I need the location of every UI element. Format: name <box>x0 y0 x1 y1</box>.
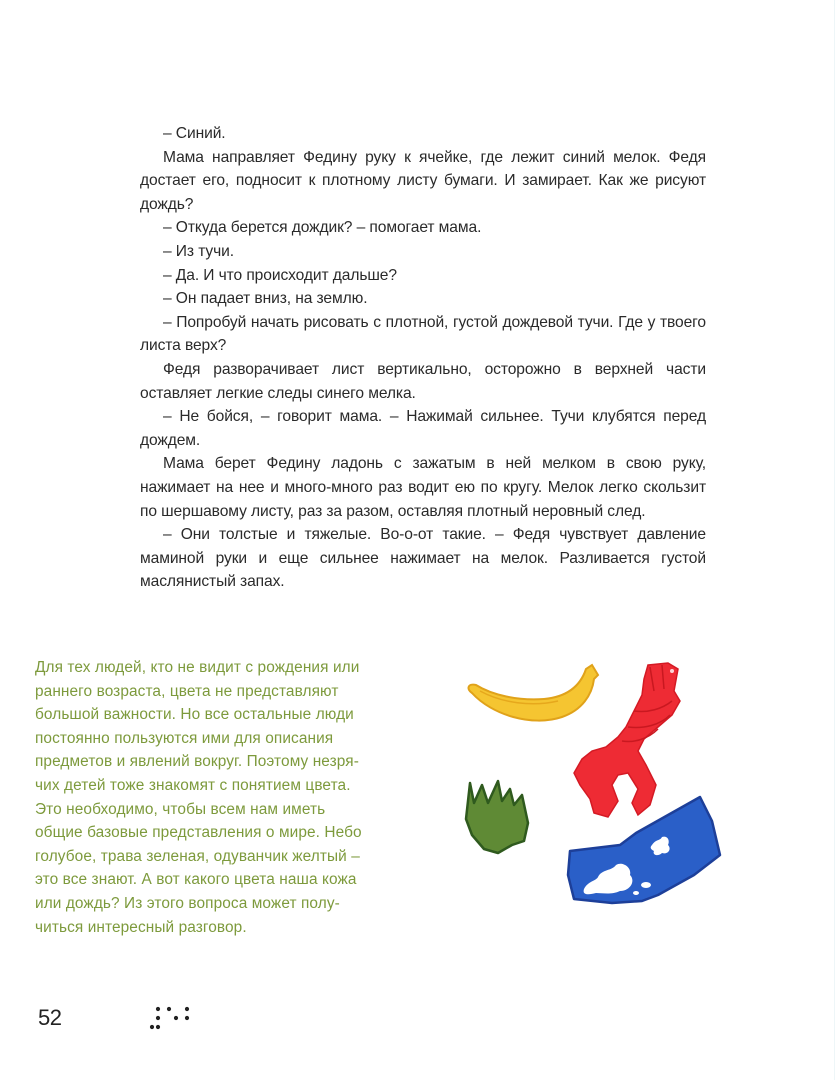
paragraph: – Он падает вниз, на землю. <box>163 290 368 308</box>
paragraph: Федя разворачивает лист вертикально, осторожно в верхней части оставляет легкие следы синего мелка. <box>140 360 706 402</box>
page-edge <box>834 0 835 1080</box>
sidebar-line: Это необходимо, чтобы всем нам иметь <box>35 800 326 818</box>
sidebar-line: читься интересный разговор. <box>35 918 247 936</box>
sidebar-line: раннего возраста, цвета не представляют <box>35 682 339 700</box>
paragraph: – Синий. <box>163 125 226 142</box>
main-story-text <box>140 122 706 594</box>
blue-puddle-icon <box>568 797 720 903</box>
sidebar-line: голубое, трава зеленая, одуванчик желтый – <box>35 847 360 865</box>
paragraph: – Попробуй начать рисовать с плотной, густой дождевой тучи. Где у твоего листа верх? <box>140 313 706 355</box>
sidebar-line: постоянно пользуются ими для описания <box>35 729 334 747</box>
sidebar-note <box>35 656 410 939</box>
sidebar-line: большой важности. Но все остальные люди <box>35 706 354 724</box>
grass-icon <box>466 781 528 853</box>
paragraph: – Откуда берется дождик? – помогает мама. <box>163 219 482 237</box>
sidebar-line: это все знают. А вот какого цвета наша кожа <box>35 871 357 889</box>
page-number: 52 <box>38 1005 62 1030</box>
paragraph: Мама берет Федину ладонь с зажатым в ней мелком в свою руку, нажимает на нее и много-много раз водит ею по кругу. Мелок легко скользит по шершавому листу, раз за разом, оставляя плотный неровный след. <box>140 455 706 520</box>
paragraph: Мама направляет Федину руку к ячейке, где лежит синий мелок. Федя достает его, подносит к плотному листу бумаги. И замирает. Как же рисуют дождь? <box>140 148 706 213</box>
paragraph: – Они толстые и тяжелые. Во-о-от такие. – Федя чувствует давление маминой руки и еще сильнее нажимает на мелок. Разливается густой маслянистый запах. <box>140 526 706 591</box>
color-illustrations <box>462 655 724 955</box>
sidebar-line: предметов и явлений вокруг. Поэтому незря- <box>35 753 359 771</box>
sidebar-line: или дождь? Из этого вопроса может полу- <box>35 894 340 912</box>
sidebar-line: Для тех людей, кто не видит с рождения или <box>35 659 360 676</box>
braille-page-number-icon <box>147 1006 197 1032</box>
paragraph: – Да. И что происходит дальше? <box>163 266 397 284</box>
sidebar-line: общие базовые представления о мире. Небо <box>35 824 362 842</box>
paragraph: – Из тучи. <box>163 242 234 260</box>
banana-icon <box>469 665 598 721</box>
sidebar-line: чих детей тоже знакомят с понятием цвета. <box>35 776 351 794</box>
paragraph: – Не бойся, – говорит мама. – Нажимай сильнее. Тучи клубятся перед дождем. <box>140 408 706 449</box>
